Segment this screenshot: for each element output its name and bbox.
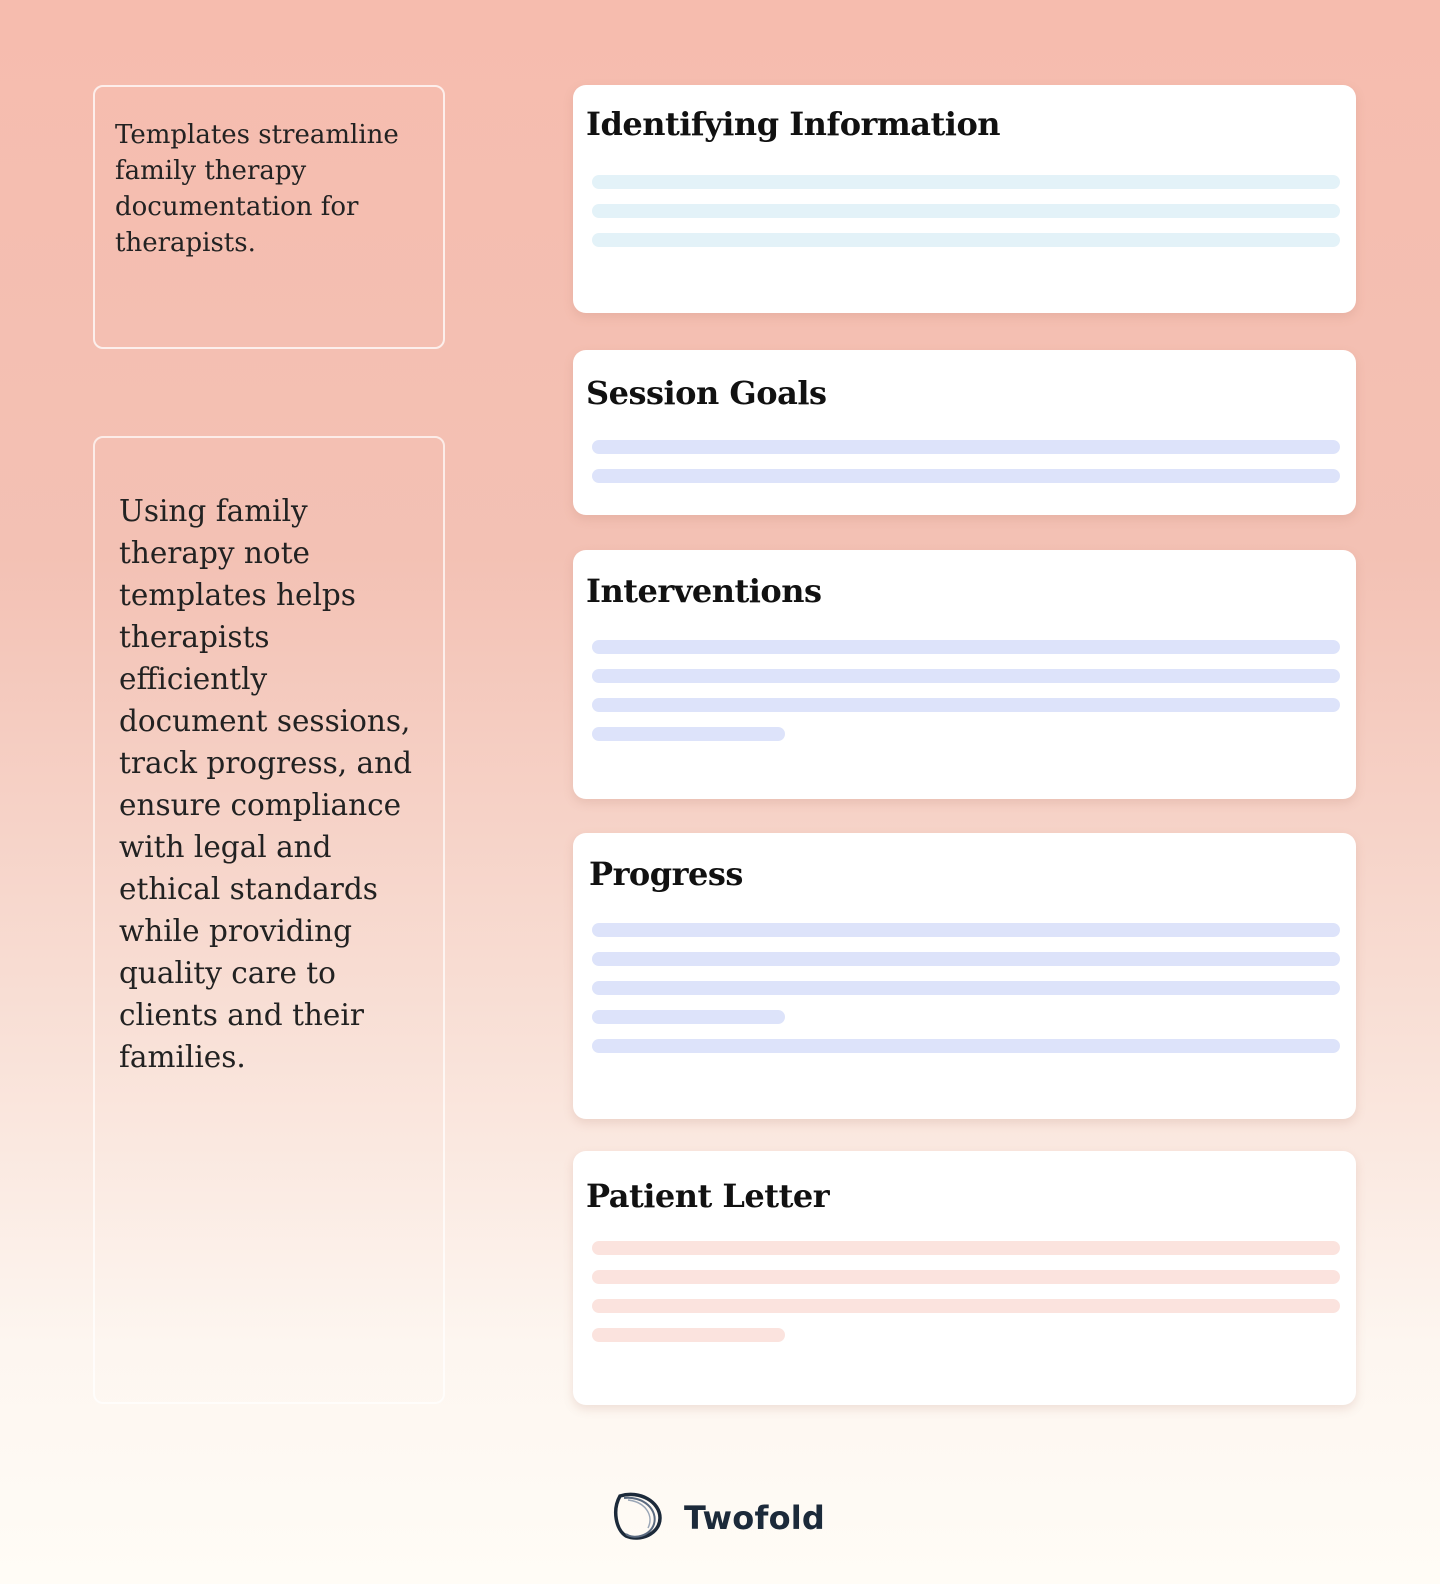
placeholder-line bbox=[592, 440, 1340, 454]
card-interventions bbox=[573, 550, 1356, 799]
placeholder-line bbox=[592, 1241, 1340, 1255]
placeholder-line bbox=[592, 1010, 785, 1024]
placeholder-line bbox=[592, 727, 785, 741]
card-title: Session Goals bbox=[586, 374, 827, 412]
card-title: Interventions bbox=[586, 572, 822, 610]
placeholder-line bbox=[592, 952, 1340, 966]
card-identifying-information bbox=[573, 85, 1356, 313]
description-note-text: Using family therapy note templates helps therapists efficiently document sessions, track progress, and ensure compliance with legal and ethical standards while providing quality care to clients and their families. bbox=[119, 494, 413, 1074]
placeholder-line bbox=[592, 923, 1340, 937]
placeholder-line bbox=[592, 175, 1340, 189]
card-title: Patient Letter bbox=[586, 1177, 830, 1215]
card-title: Identifying Information bbox=[586, 105, 1001, 143]
card-title: Progress bbox=[589, 855, 743, 893]
placeholder-line bbox=[592, 204, 1340, 218]
description-note bbox=[93, 436, 445, 1404]
placeholder-line bbox=[592, 469, 1340, 483]
placeholder-line bbox=[592, 233, 1340, 247]
placeholder-line bbox=[592, 1270, 1340, 1284]
summary-note-text: Templates streamline family therapy documentation for therapists. bbox=[115, 120, 399, 258]
card-progress bbox=[573, 833, 1356, 1119]
placeholder-line bbox=[592, 981, 1340, 995]
brand-name: Twofold bbox=[684, 1499, 826, 1537]
placeholder-line bbox=[592, 640, 1340, 654]
placeholder-line bbox=[592, 698, 1340, 712]
card-patient-letter bbox=[573, 1151, 1356, 1405]
placeholder-line bbox=[592, 1039, 1340, 1053]
twofold-logo-icon bbox=[610, 1488, 666, 1548]
placeholder-line bbox=[592, 1299, 1340, 1313]
summary-note bbox=[93, 85, 445, 349]
brand-logo bbox=[610, 1488, 825, 1548]
placeholder-line bbox=[592, 1328, 785, 1342]
placeholder-line bbox=[592, 669, 1340, 683]
card-session-goals bbox=[573, 350, 1356, 515]
